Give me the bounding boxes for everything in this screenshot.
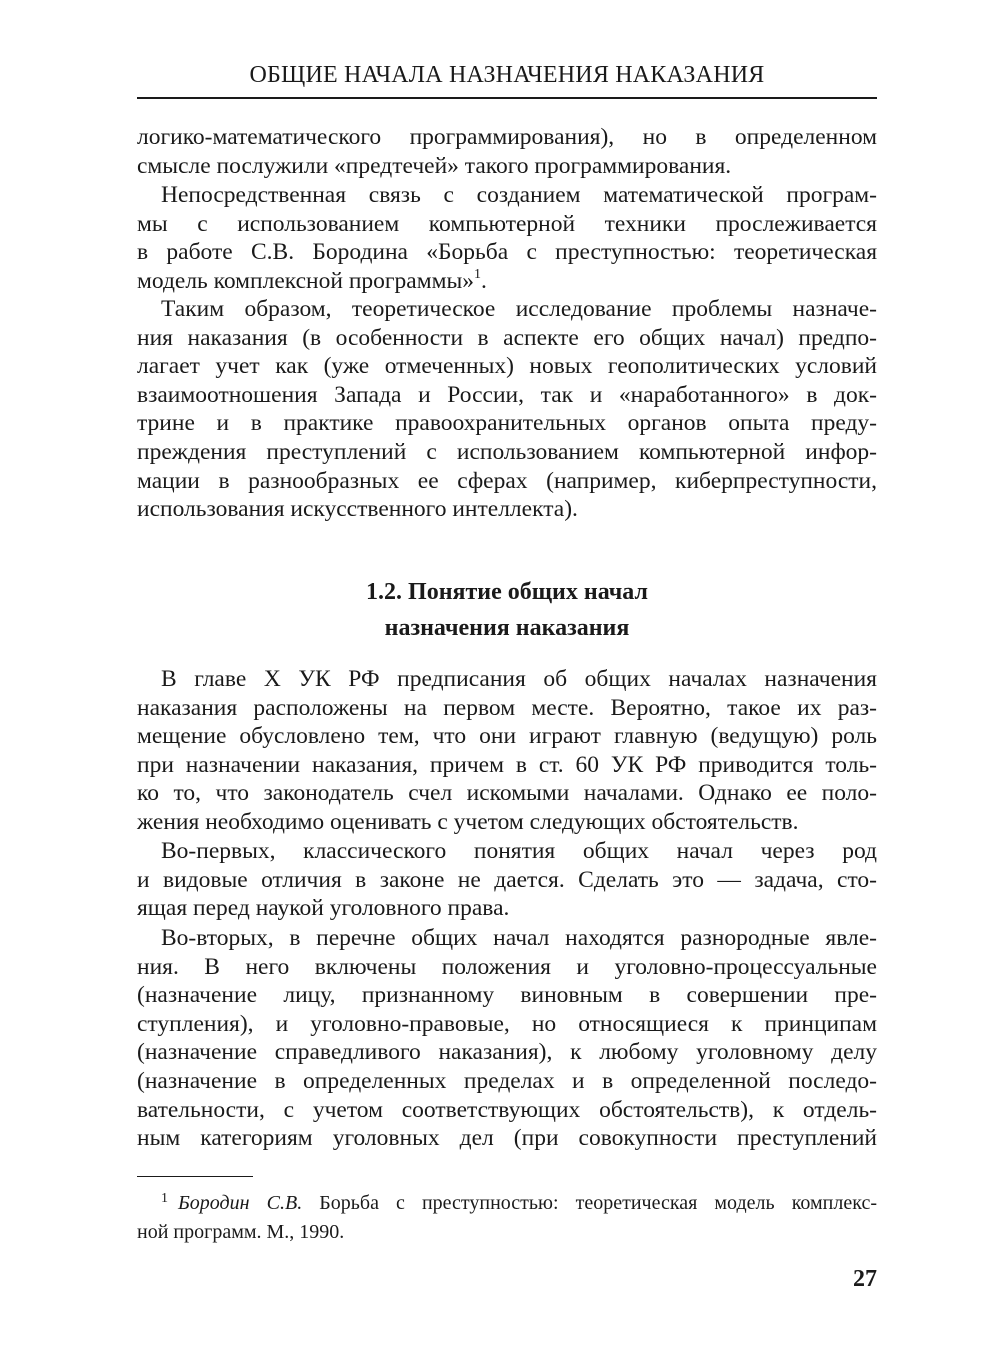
header-rule xyxy=(137,97,877,99)
text-line: жения необходимо оценивать с учетом следующих обстоятельств. xyxy=(137,808,799,835)
paragraph xyxy=(137,665,877,837)
section-title-line: 1.2. Понятие общих начал xyxy=(366,579,648,605)
text-line: (назначение справедливого наказания), к любому уголовному делу xyxy=(137,1039,877,1066)
text-line: наказания расположены на первом месте. Вероятно, такое их раз- xyxy=(137,694,877,721)
text-line: ния наказания (в особенности в аспекте его общих начал) предпо- xyxy=(137,324,877,351)
text-line: ния. В него включены положения и уголовно-процессуальные xyxy=(137,953,877,980)
section-title-line: назначения наказания xyxy=(384,615,630,641)
text-line: Во-вторых, в перечне общих начал находятся разнородные явле- xyxy=(161,925,877,951)
text-line: ным категориям уголовных дел (при совокупности преступлений xyxy=(137,1125,877,1152)
text-line: взаимоотношения Запада и России, так и «наработанного» в док- xyxy=(137,381,877,408)
footnote-rule xyxy=(137,1176,253,1177)
text-line: ящая перед наукой уголовного права. xyxy=(137,895,510,922)
text-line: при назначении наказания, причем в ст. 60 УК РФ приводится толь- xyxy=(137,751,877,778)
text-line: модель комплексной программы»$^1$. xyxy=(137,266,487,294)
text-line: преждения преступлений с использованием компьютерной инфор- xyxy=(137,438,877,465)
text-line: мещение обусловлено тем, что они играют главную (ведущую) роль xyxy=(137,723,877,750)
paragraph xyxy=(137,837,877,923)
footnote-author: Бородин С.В. xyxy=(178,1192,303,1214)
footnote-reference[interactable]: 1 xyxy=(474,266,481,282)
text-line: логико-математического программирования), но в определенном xyxy=(137,124,877,150)
footnote xyxy=(137,1190,877,1245)
page-number: 27 xyxy=(853,1266,877,1292)
text-line: лагает учет как (уже отмеченных) новых геополитических условий xyxy=(137,353,877,380)
footnote-number: 1 xyxy=(161,1191,168,1206)
text-line: мы с использованием компьютерной техники прослеживается xyxy=(137,210,877,237)
text-line: использования искусственного интеллекта). xyxy=(137,496,578,523)
text-line: Во-первых, классического понятия общих начал через род xyxy=(161,838,877,864)
paragraph xyxy=(137,295,877,524)
text-line: смысле послужили «предтечей» такого программирования. xyxy=(137,152,732,179)
text-line: Непосредственная связь с созданием математической програм- xyxy=(161,182,877,208)
paragraph xyxy=(137,123,877,180)
text-line: трине и в практике правоохранительных органов опыта преду- xyxy=(137,410,877,437)
text-line: ко то, что законодатель счел искомыми началами. Однако ее поло- xyxy=(137,780,877,807)
text-line: вательности, с учетом соответствующих обстоятельств), к отдель- xyxy=(137,1096,877,1123)
text-line: и видовые отличия в законе не дается. Сделать это — задача, сто- xyxy=(137,866,877,893)
footnote-line: ной программ. М., 1990. xyxy=(137,1221,345,1243)
footnote-text: Борьба с преступностью: теоретическая модель комплекс- xyxy=(319,1192,878,1214)
text-line: в работе С.В. Бородина «Борьба с преступностью: теоретическая xyxy=(137,239,877,266)
text-line: В главе X УК РФ предписания об общих началах назначения xyxy=(161,666,877,692)
paragraph xyxy=(137,181,877,295)
paragraph xyxy=(137,924,877,1153)
running-head: ОБЩИЕ НАЧАЛА НАЗНАЧЕНИЯ НАКАЗАНИЯ xyxy=(249,62,765,88)
section-title xyxy=(137,574,877,646)
text-line: (назначение в определенных пределах и в определенной последо- xyxy=(137,1067,877,1094)
footnote-line xyxy=(137,1190,877,1219)
text-line: ступления), и уголовно-правовые, но относящиеся к принципам xyxy=(137,1010,877,1037)
text-line: мации в разнообразных ее сферах (например, киберпреступности, xyxy=(137,467,877,494)
text-line: (назначение лицу, признанному виновным в совершении пре- xyxy=(137,982,877,1009)
text-line: Таким образом, теоретическое исследование проблемы назначе- xyxy=(161,296,877,322)
